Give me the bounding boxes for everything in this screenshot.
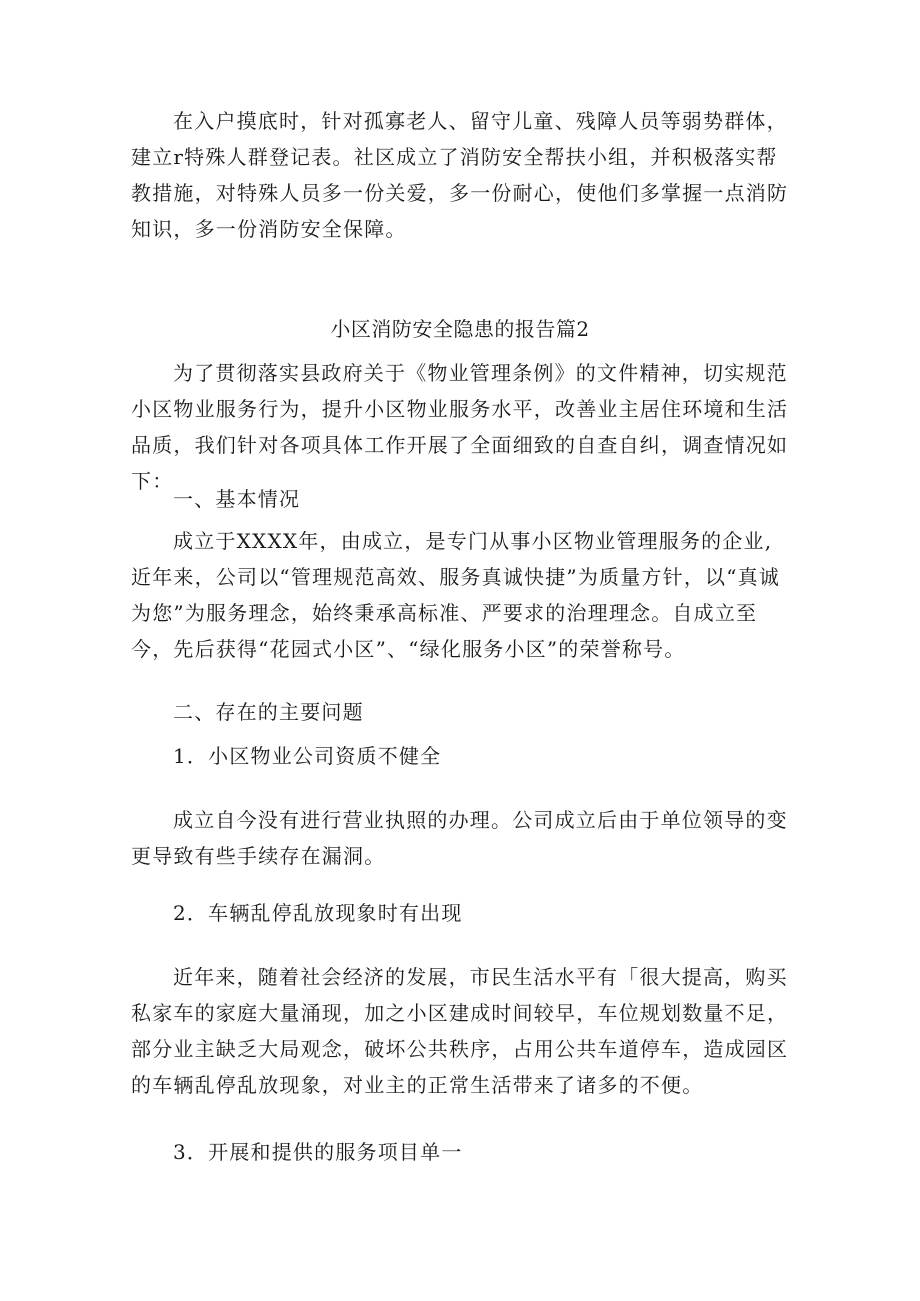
problem-item-2: 2．车辆乱停乱放现象时有出现 <box>173 901 463 925</box>
paragraph-parking-issue: 近年来，随着社会经济的发展，市民生活水平有「很大提高，购买私家车的家庭大量涌现，加之小区建成时间较早，车位规划数量不足，部分业主缺乏大局观念，破坏公共秩序，占用公共车道停车，造成园区的车辆乱停乱放现象，对业主的正常生活带来了诸多的不便。 <box>131 965 789 1097</box>
problem-item-1: 1．小区物业公司资质不健全 <box>173 744 442 768</box>
paragraph-license-issue: 成立自今没有进行营业执照的办理。公司成立后由于单位领导的变更导致有些手续存在漏洞。 <box>131 808 788 868</box>
heading-main-problems: 二、存在的主要问题 <box>173 700 364 724</box>
problem-item-3: 3．开展和提供的服务项目单一 <box>173 1140 463 1164</box>
heading-basic-situation: 一、基本情况 <box>173 487 301 511</box>
paragraph-company-background: 成立于XXXX年，由成立，是专门从事小区物业管理服务的企业,近年来，公司以“管理规范高效、服务真诚快捷”为质量方针，以“真诚为您”为服务理念，始终秉承高标准、严要求的治理理念。自成立至今，先后获得“花园式小区”、“绿化服务小区”的荣誉称号。 <box>131 529 781 661</box>
section-title: 小区消防安全隐患的报告篇2 <box>330 317 590 341</box>
paragraph-special-groups: 在入户摸底时，针对孤寡老人、留守儿童、残障人员等弱势群体，建立r特殊人群登记表。社区成立了消防安全帮扶小组，并积极落实帮教措施，对特殊人员多一份关爱，多一份耐心，使他们多掌握一点消防知识，多一份消防安全保障。 <box>131 109 789 241</box>
paragraph-intro: 为了贯彻落实县政府关于《物业管理条例》的文件精神，切实规范小区物业服务行为，提升小区物业服务水平，改善业主居住环境和生活品质，我们针对各项具体工作开展了全面细致的自查自纠，调查情况如下： <box>131 361 789 493</box>
